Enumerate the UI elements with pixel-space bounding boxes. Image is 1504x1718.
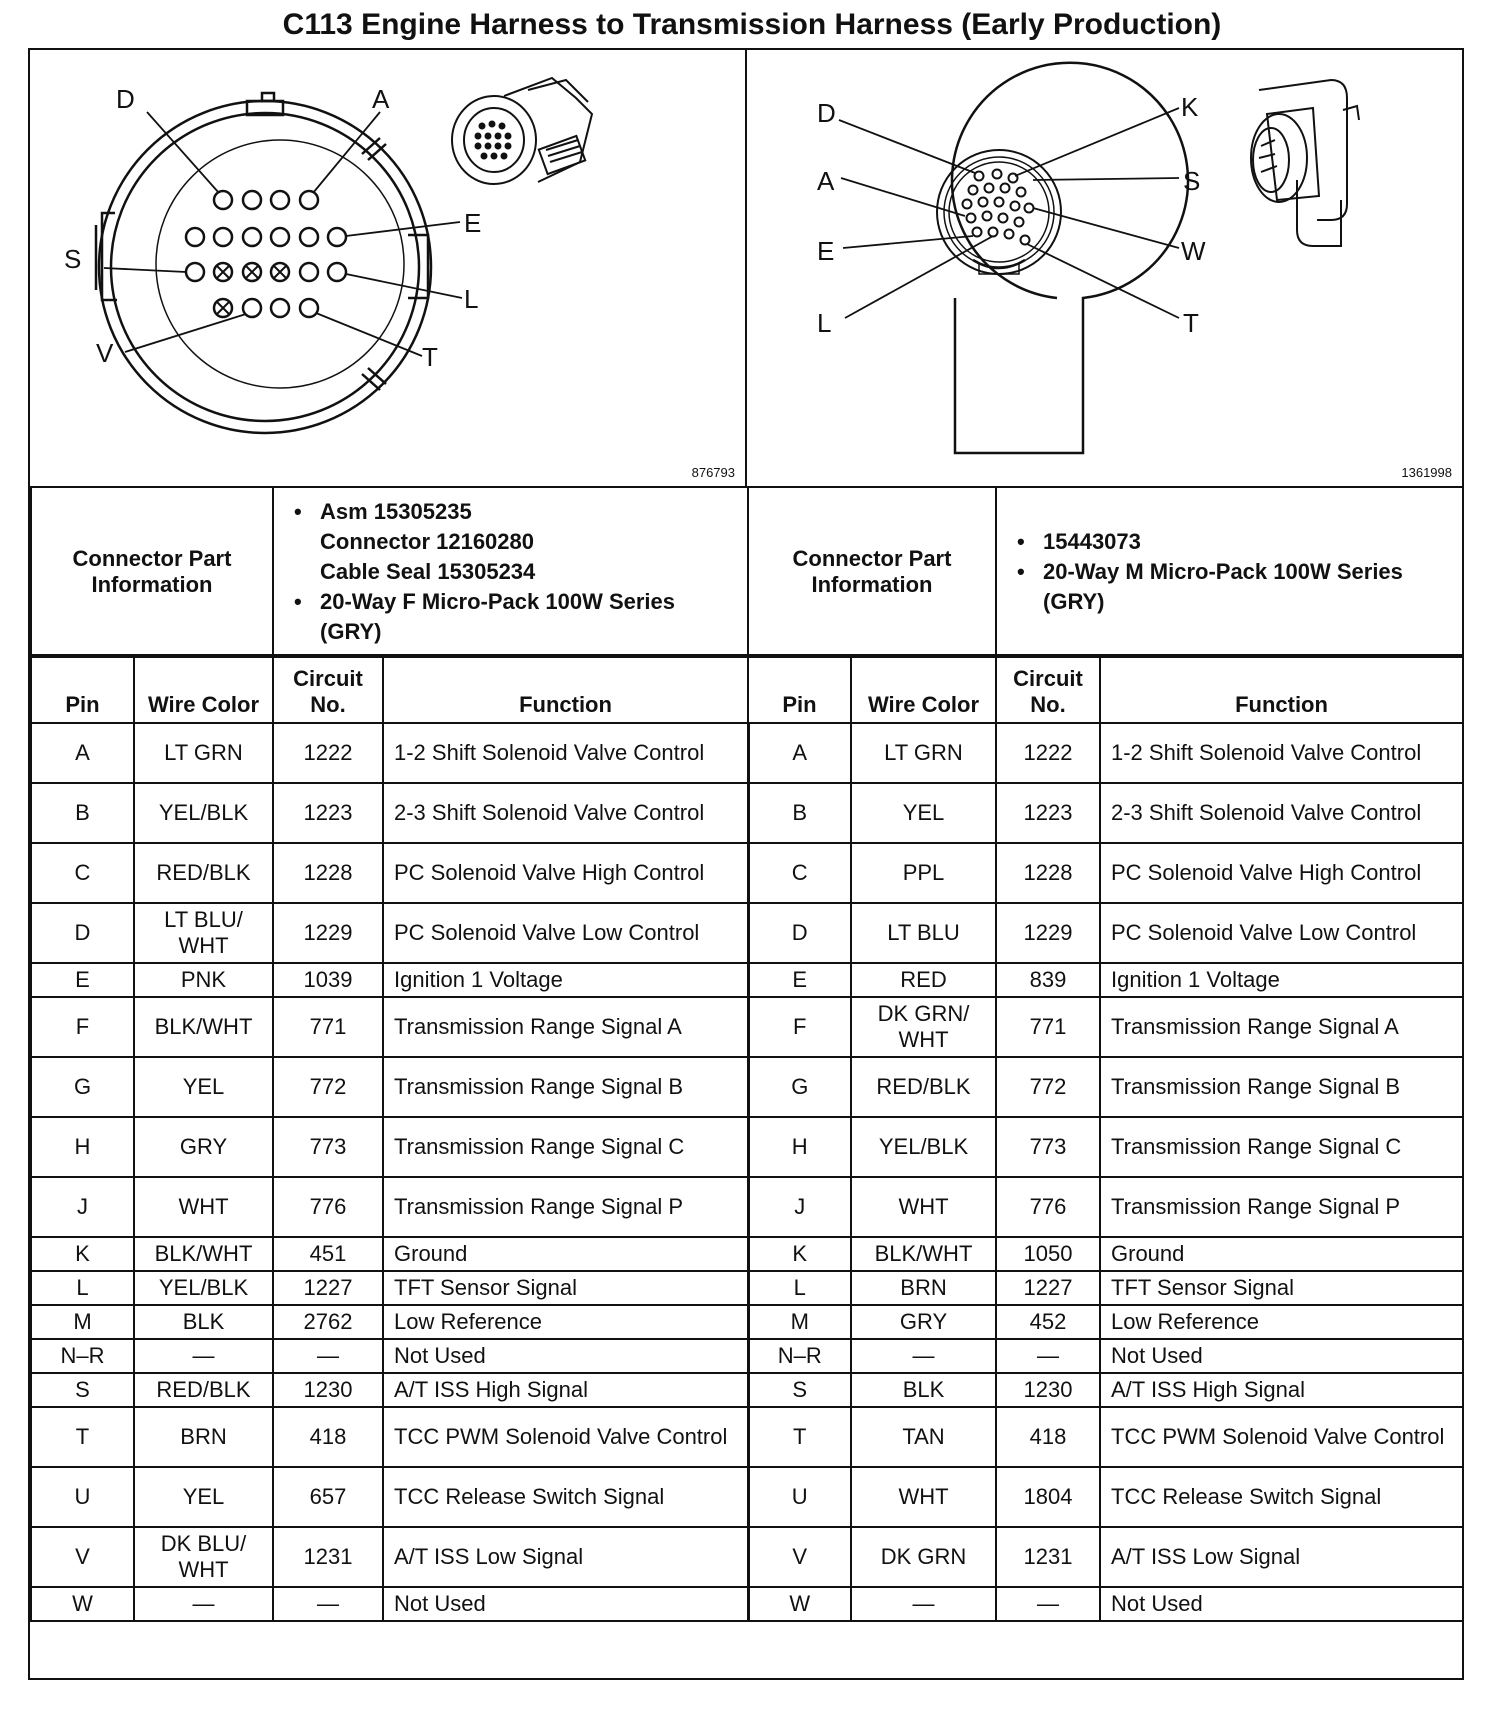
- table-row: [31, 1237, 1463, 1271]
- left-wire-color-cell: BRN: [134, 1407, 273, 1467]
- right-wire-color-cell: BLK: [851, 1373, 996, 1407]
- left-function-cell: 1-2 Shift Solenoid Valve Control: [383, 723, 748, 783]
- part-info-line: • 15443073: [1027, 527, 1452, 557]
- pin-label-t: T: [1183, 308, 1199, 338]
- right-wire-color-cell: WHT: [851, 1467, 996, 1527]
- pinout-table: [30, 654, 1464, 1622]
- right-wire-color-cell: —: [851, 1587, 996, 1621]
- table-row: [31, 723, 1463, 783]
- left-pin-cell: A: [31, 723, 134, 783]
- table-row: [31, 843, 1463, 903]
- left-pin-cell: E: [31, 963, 134, 997]
- right-wire-color-cell: DK GRN/ WHT: [851, 997, 996, 1057]
- left-circuit-no-cell: 1230: [273, 1373, 383, 1407]
- right-pin-cell: A: [748, 723, 851, 783]
- left-circuit-no-cell: 772: [273, 1057, 383, 1117]
- pin-label-l: L: [464, 284, 479, 314]
- part-info-line: • 20-Way M Micro-Pack 100W Series (GRY): [1027, 557, 1452, 617]
- pin-label-l: L: [817, 308, 832, 338]
- right-circuit-no-cell: 418: [996, 1407, 1100, 1467]
- left-wire-color-cell: BLK: [134, 1305, 273, 1339]
- right-pin-cell: D: [748, 903, 851, 963]
- pin-label-e: E: [464, 208, 482, 238]
- table-row: [31, 1271, 1463, 1305]
- left-function-cell: Not Used: [383, 1339, 748, 1373]
- part-info-line: Connector 12160280: [320, 529, 534, 554]
- right-pin-cell: G: [748, 1057, 851, 1117]
- left-pin-cell: K: [31, 1237, 134, 1271]
- left-circuit-no-cell: 657: [273, 1467, 383, 1527]
- right-function-cell: 2-3 Shift Solenoid Valve Control: [1100, 783, 1463, 843]
- pin-label-v: V: [96, 338, 114, 368]
- right-circuit-no-cell: 771: [996, 997, 1100, 1057]
- right-function-cell: Transmission Range Signal A: [1100, 997, 1463, 1057]
- right-circuit-no-cell: 1227: [996, 1271, 1100, 1305]
- right-connector-diagram: [747, 50, 1462, 486]
- table-row: [31, 997, 1463, 1057]
- left-wire-color-cell: —: [134, 1339, 273, 1373]
- right-wire-color-cell: YEL: [851, 783, 996, 843]
- left-wire-color-cell: BLK/WHT: [134, 997, 273, 1057]
- table-row: [31, 1117, 1463, 1177]
- left-circuit-no-cell: —: [273, 1587, 383, 1621]
- right-function-cell: TFT Sensor Signal: [1100, 1271, 1463, 1305]
- right-function-cell: Transmission Range Signal P: [1100, 1177, 1463, 1237]
- table-row: [31, 903, 1463, 963]
- left-function-cell: A/T ISS Low Signal: [383, 1527, 748, 1587]
- left-pin-cell: S: [31, 1373, 134, 1407]
- header-wire-color: Wire Color: [134, 655, 273, 723]
- right-pin-cell: L: [748, 1271, 851, 1305]
- pin-label-a: A: [817, 166, 835, 196]
- left-wire-color-cell: PNK: [134, 963, 273, 997]
- right-part-info-label: Connector Part Information: [748, 487, 996, 657]
- left-pin-cell: V: [31, 1527, 134, 1587]
- left-function-cell: Transmission Range Signal C: [383, 1117, 748, 1177]
- right-function-cell: Ground: [1100, 1237, 1463, 1271]
- right-circuit-no-cell: 1228: [996, 843, 1100, 903]
- left-pin-cell: T: [31, 1407, 134, 1467]
- right-function-cell: A/T ISS High Signal: [1100, 1373, 1463, 1407]
- left-circuit-no-cell: 418: [273, 1407, 383, 1467]
- right-pin-cell: H: [748, 1117, 851, 1177]
- right-circuit-no-cell: —: [996, 1587, 1100, 1621]
- left-function-cell: TFT Sensor Signal: [383, 1271, 748, 1305]
- right-function-cell: PC Solenoid Valve Low Control: [1100, 903, 1463, 963]
- right-function-cell: Low Reference: [1100, 1305, 1463, 1339]
- left-circuit-no-cell: 1231: [273, 1527, 383, 1587]
- right-wire-color-cell: YEL/BLK: [851, 1117, 996, 1177]
- left-part-info-label: Connector Part Information: [31, 487, 273, 657]
- left-wire-color-cell: WHT: [134, 1177, 273, 1237]
- left-wire-color-cell: YEL/BLK: [134, 1271, 273, 1305]
- left-wire-color-cell: YEL: [134, 1057, 273, 1117]
- right-function-cell: 1-2 Shift Solenoid Valve Control: [1100, 723, 1463, 783]
- left-function-cell: TCC PWM Solenoid Valve Control: [383, 1407, 748, 1467]
- pin-label-d: D: [817, 98, 836, 128]
- left-pin-cell: H: [31, 1117, 134, 1177]
- header-pin: Pin: [748, 655, 851, 723]
- right-function-cell: Not Used: [1100, 1587, 1463, 1621]
- pin-label-s: S: [64, 244, 82, 274]
- left-wire-color-cell: LT BLU/ WHT: [134, 903, 273, 963]
- right-function-cell: TCC PWM Solenoid Valve Control: [1100, 1407, 1463, 1467]
- right-pin-cell: T: [748, 1407, 851, 1467]
- left-pin-cell: L: [31, 1271, 134, 1305]
- page-title: C113 Engine Harness to Transmission Harness (Early Production): [282, 8, 1222, 41]
- right-function-cell: PC Solenoid Valve High Control: [1100, 843, 1463, 903]
- left-pin-cell: M: [31, 1305, 134, 1339]
- right-wire-color-cell: RED/BLK: [851, 1057, 996, 1117]
- left-part-info-list: [273, 487, 748, 657]
- right-circuit-no-cell: 1223: [996, 783, 1100, 843]
- figure-number: 1361998: [1401, 465, 1452, 480]
- left-wire-color-cell: BLK/WHT: [134, 1237, 273, 1271]
- right-wire-color-cell: TAN: [851, 1407, 996, 1467]
- pin-label-a: A: [372, 84, 390, 114]
- right-pin-cell: B: [748, 783, 851, 843]
- left-pin-cell: G: [31, 1057, 134, 1117]
- right-pin-cell: S: [748, 1373, 851, 1407]
- left-circuit-no-cell: 1227: [273, 1271, 383, 1305]
- right-circuit-no-cell: 1231: [996, 1527, 1100, 1587]
- left-pin-cell: F: [31, 997, 134, 1057]
- part-info-line: Cable Seal 15305234: [320, 559, 536, 584]
- part-info-line: • 20-Way F Micro-Pack 100W Series (GRY): [304, 587, 737, 647]
- left-circuit-no-cell: 2762: [273, 1305, 383, 1339]
- right-circuit-no-cell: 776: [996, 1177, 1100, 1237]
- header-wire-color: Wire Color: [851, 655, 996, 723]
- connector-3d-icon: [452, 78, 592, 184]
- right-circuit-no-cell: 1804: [996, 1467, 1100, 1527]
- left-function-cell: PC Solenoid Valve Low Control: [383, 903, 748, 963]
- left-function-cell: Transmission Range Signal A: [383, 997, 748, 1057]
- table-row: [31, 1305, 1463, 1339]
- right-function-cell: Not Used: [1100, 1339, 1463, 1373]
- left-wire-color-cell: YEL/BLK: [134, 783, 273, 843]
- part-info-line: • Asm 15305235: [304, 497, 737, 527]
- left-function-cell: Ignition 1 Voltage: [383, 963, 748, 997]
- left-pin-cell: J: [31, 1177, 134, 1237]
- right-wire-color-cell: DK GRN: [851, 1527, 996, 1587]
- right-circuit-no-cell: 452: [996, 1305, 1100, 1339]
- table-row: [31, 1527, 1463, 1587]
- right-wire-color-cell: LT GRN: [851, 723, 996, 783]
- left-circuit-no-cell: 451: [273, 1237, 383, 1271]
- table-row: [31, 1467, 1463, 1527]
- left-function-cell: A/T ISS High Signal: [383, 1373, 748, 1407]
- left-wire-color-cell: GRY: [134, 1117, 273, 1177]
- table-row: [31, 1373, 1463, 1407]
- right-wire-color-cell: PPL: [851, 843, 996, 903]
- header-circuit-no: Circuit No.: [996, 655, 1100, 723]
- left-circuit-no-cell: 1223: [273, 783, 383, 843]
- left-function-cell: TCC Release Switch Signal: [383, 1467, 748, 1527]
- right-wire-color-cell: WHT: [851, 1177, 996, 1237]
- right-circuit-no-cell: 772: [996, 1057, 1100, 1117]
- right-wire-color-cell: GRY: [851, 1305, 996, 1339]
- right-circuit-no-cell: 1229: [996, 903, 1100, 963]
- left-wire-color-cell: RED/BLK: [134, 1373, 273, 1407]
- right-circuit-no-cell: 839: [996, 963, 1100, 997]
- right-function-cell: TCC Release Switch Signal: [1100, 1467, 1463, 1527]
- right-wire-color-cell: LT BLU: [851, 903, 996, 963]
- left-pin-cell: U: [31, 1467, 134, 1527]
- table-row: [31, 963, 1463, 997]
- left-pin-cell: W: [31, 1587, 134, 1621]
- left-wire-color-cell: RED/BLK: [134, 843, 273, 903]
- pin-label-t: T: [422, 342, 438, 372]
- right-pin-cell: V: [748, 1527, 851, 1587]
- right-pin-cell: W: [748, 1587, 851, 1621]
- right-function-cell: Transmission Range Signal B: [1100, 1057, 1463, 1117]
- right-wire-color-cell: BLK/WHT: [851, 1237, 996, 1271]
- header-function: Function: [1100, 655, 1463, 723]
- left-function-cell: Ground: [383, 1237, 748, 1271]
- left-circuit-no-cell: —: [273, 1339, 383, 1373]
- table-row: [31, 1177, 1463, 1237]
- right-pin-cell: M: [748, 1305, 851, 1339]
- left-wire-color-cell: DK BLU/ WHT: [134, 1527, 273, 1587]
- right-function-cell: Transmission Range Signal C: [1100, 1117, 1463, 1177]
- left-function-cell: Not Used: [383, 1587, 748, 1621]
- pin-label-d: D: [116, 84, 135, 114]
- left-function-cell: Low Reference: [383, 1305, 748, 1339]
- table-row: [31, 783, 1463, 843]
- left-wire-color-cell: —: [134, 1587, 273, 1621]
- right-pin-cell: E: [748, 963, 851, 997]
- left-pin-cell: C: [31, 843, 134, 903]
- left-circuit-no-cell: 1228: [273, 843, 383, 903]
- left-circuit-no-cell: 1039: [273, 963, 383, 997]
- left-circuit-no-cell: 771: [273, 997, 383, 1057]
- left-connector-diagram: [30, 50, 747, 486]
- right-pin-cell: U: [748, 1467, 851, 1527]
- left-circuit-no-cell: 1222: [273, 723, 383, 783]
- right-pin-cell: K: [748, 1237, 851, 1271]
- left-function-cell: 2-3 Shift Solenoid Valve Control: [383, 783, 748, 843]
- right-function-cell: A/T ISS Low Signal: [1100, 1527, 1463, 1587]
- right-part-info-list: [996, 487, 1463, 657]
- right-pin-cell: F: [748, 997, 851, 1057]
- right-circuit-no-cell: —: [996, 1339, 1100, 1373]
- connector-frame: [28, 48, 1464, 1680]
- connector-part-info: [30, 486, 1464, 658]
- left-pin-cell: N–R: [31, 1339, 134, 1373]
- right-circuit-no-cell: 1222: [996, 723, 1100, 783]
- left-pin-cell: B: [31, 783, 134, 843]
- right-wire-color-cell: BRN: [851, 1271, 996, 1305]
- left-function-cell: Transmission Range Signal B: [383, 1057, 748, 1117]
- pin-label-e: E: [817, 236, 835, 266]
- header-pin: Pin: [31, 655, 134, 723]
- left-circuit-no-cell: 773: [273, 1117, 383, 1177]
- figure-number: 876793: [691, 465, 735, 480]
- left-wire-color-cell: LT GRN: [134, 723, 273, 783]
- left-pin-cell: D: [31, 903, 134, 963]
- left-function-cell: PC Solenoid Valve High Control: [383, 843, 748, 903]
- pin-label-k: K: [1181, 92, 1199, 122]
- left-circuit-no-cell: 776: [273, 1177, 383, 1237]
- right-circuit-no-cell: 1050: [996, 1237, 1100, 1271]
- right-pin-cell: J: [748, 1177, 851, 1237]
- left-function-cell: Transmission Range Signal P: [383, 1177, 748, 1237]
- table-row: [31, 1587, 1463, 1621]
- right-circuit-no-cell: 773: [996, 1117, 1100, 1177]
- right-function-cell: Ignition 1 Voltage: [1100, 963, 1463, 997]
- male-connector-face: [747, 50, 1460, 486]
- table-row: [31, 1339, 1463, 1373]
- left-circuit-no-cell: 1229: [273, 903, 383, 963]
- right-wire-color-cell: —: [851, 1339, 996, 1373]
- header-circuit-no: Circuit No.: [273, 655, 383, 723]
- connector-3d-icon: [1251, 80, 1359, 246]
- table-row: [31, 1407, 1463, 1467]
- right-circuit-no-cell: 1230: [996, 1373, 1100, 1407]
- table-row: [31, 1057, 1463, 1117]
- table-header-row: [31, 655, 1463, 723]
- female-connector-face: [30, 50, 745, 486]
- right-pin-cell: N–R: [748, 1339, 851, 1373]
- right-pin-cell: C: [748, 843, 851, 903]
- header-function: Function: [383, 655, 748, 723]
- left-wire-color-cell: YEL: [134, 1467, 273, 1527]
- pin-label-s: S: [1183, 166, 1201, 196]
- right-wire-color-cell: RED: [851, 963, 996, 997]
- pin-label-w: W: [1181, 236, 1206, 266]
